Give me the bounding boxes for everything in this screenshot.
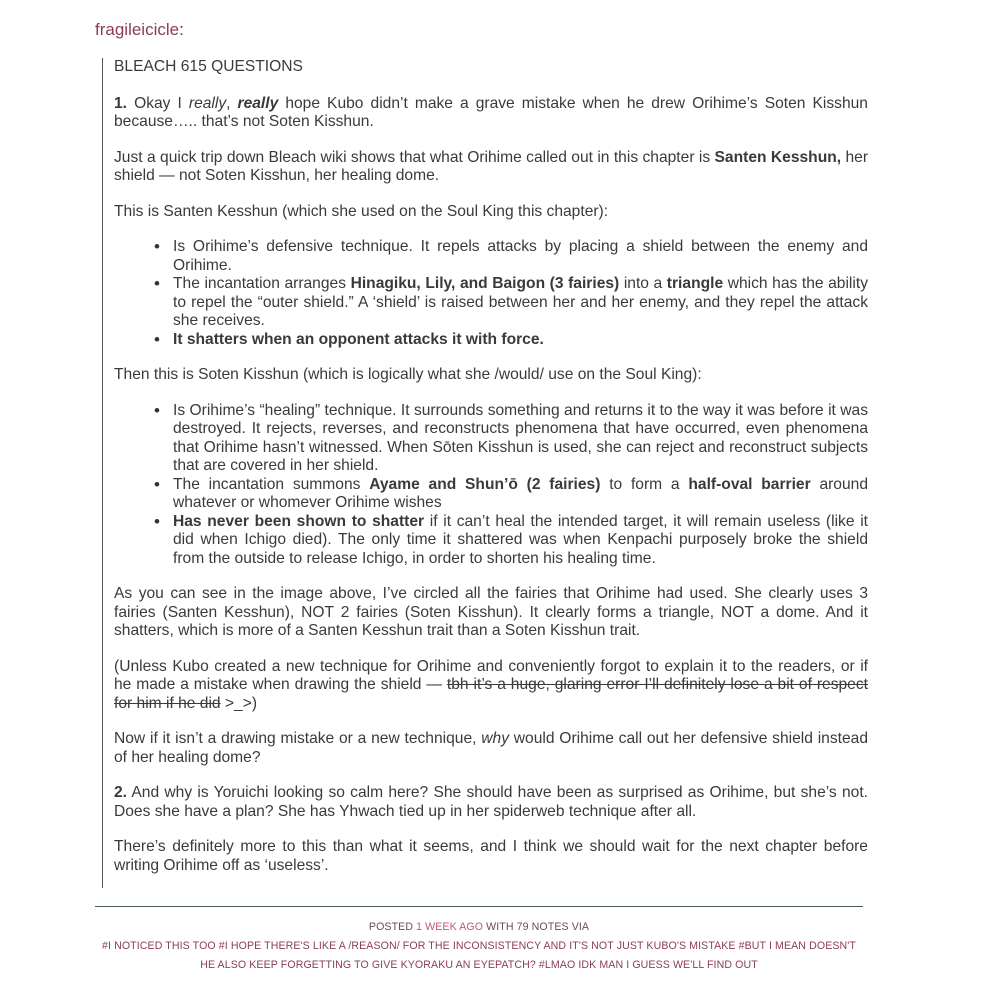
- post-meta: [95, 918, 863, 937]
- soten-list: [114, 402, 868, 569]
- strong-text: Has never been shown to shatter: [173, 512, 425, 530]
- unless-paragraph: [114, 658, 868, 714]
- author-header: [95, 20, 184, 40]
- text-span: Okay I: [134, 94, 189, 112]
- question-number: 1.: [114, 94, 128, 112]
- text-span: her shield — not Soten Kisshun, her healing dome.: [114, 148, 869, 184]
- image-paragraph: As you can see in the image above, I’ve circled all the fairies that Orihime had used. She clearly uses 3 fairies (Santen Kesshun), NOT 2 fairies (Soten Kisshun). It clearly forms a triangle, NOT a dome. And it shatters, which is more of a Santen Kesshun trait than a Soten Kisshun trait.: [114, 585, 868, 639]
- text-span: hope Kubo didn’t make a grave mistake when he drew Orihime’s Soten Kisshun because….. that’s not Soten Kisshun.: [114, 94, 868, 130]
- soten-intro: Then this is Soten Kisshun (which is logically what she /would/ use on the Soul King):: [114, 366, 702, 383]
- emphasis: why: [481, 730, 509, 747]
- notes-link[interactable]: 79 NOTES: [516, 921, 569, 933]
- text-span: which has the ability to repel the “outer shield.” A ‘shield’ is raised between her and her enemy, and they repel the attack she receives.: [173, 275, 868, 329]
- question-1-paragraph: [114, 95, 868, 132]
- post-tags[interactable]: #I NOTICED THIS TOO #I HOPE THERE'S LIKE A /REASON/ FOR THE INCONSISTENCY AND IT'S NOT JUST KUBO'S MISTAKE #BUT I MEAN DOESN'T HE ALSO KEEP FORGETTING TO GIVE KYORAKU AN EYEPATCH? #LMAO IDK MAN I GUESS WE'LL FIND OUT: [102, 940, 856, 971]
- text-span: Now if it isn’t a drawing mistake or a new technique,: [114, 730, 482, 747]
- via-label: VIA: [571, 921, 590, 933]
- strong-text: triangle: [666, 275, 724, 292]
- strong-text: half-oval barrier: [688, 475, 811, 493]
- strikethrough-text: tbh it’s a huge, glaring error I’ll definitely lose a bit of respect for him if he did: [114, 676, 868, 712]
- author-colon: :: [179, 20, 184, 39]
- list-item: • Is Orihime’s “healing” technique. It surrounds something and returns it to the way it was before it was destroyed. It rejects, reverses, and reconstructs phenomena that have occurred, even phenomena that Orihime hasn’t witnessed. When Sōten Kisshun is used, she can reject and reconstruct subjects that are covered in her shield.: [173, 402, 868, 476]
- text-span: ,: [226, 94, 238, 112]
- list-item: • Is Orihime’s defensive technique. It repels attacks by placing a shield between the enemy and Orihime.: [173, 238, 868, 275]
- text-span: into a: [619, 275, 667, 292]
- text-span: (Unless Kubo created a new technique for Orihime and conveniently forgot to explain it to the readers, or if he made a mistake when drawing the shield —: [114, 657, 868, 693]
- question-2-paragraph: [114, 784, 868, 821]
- text-span: around whatever or whomever Orihime wishes: [173, 475, 868, 511]
- posted-label: POSTED: [368, 921, 414, 933]
- author-link[interactable]: fragileicicle: [95, 20, 180, 39]
- blockquote: [102, 58, 868, 888]
- closing-paragraph: There’s definitely more to this than what it seems, and I think we should wait for the next chapter before writing Orihime off as ‘useless’.: [114, 838, 868, 874]
- wiki-paragraph: [114, 149, 868, 186]
- text-span: Just a quick trip down Bleach wiki shows that what Orihime called out in this chapter is: [114, 148, 715, 166]
- list-item: [173, 476, 868, 513]
- santen-intro: This is Santen Kesshun (which she used on the Soul King this chapter):: [114, 202, 609, 220]
- text-span: The incantation summons: [173, 475, 370, 493]
- list-item: [173, 513, 868, 569]
- strong-text: It shatters when an opponent attacks it with force.: [173, 330, 544, 348]
- why-paragraph: [114, 730, 868, 767]
- strong-emphasis: really: [237, 94, 279, 112]
- santen-list: [114, 238, 868, 349]
- post-footer: [95, 918, 863, 975]
- strong-text: Ayame and Shun’ō (2 fairies): [369, 475, 601, 493]
- post-title: BLEACH 615 QUESTIONS: [114, 58, 303, 75]
- question-number: 2.: [114, 784, 128, 801]
- strong-text: Hinagiku, Lily, and Baigon (3 fairies): [350, 275, 620, 292]
- text-span: would Orihime call out her defensive shield instead of her healing dome?: [114, 730, 868, 766]
- list-item: [173, 275, 868, 331]
- footer-divider: [95, 906, 863, 907]
- with-label: WITH: [486, 921, 514, 933]
- strong-text: Santen Kesshun,: [714, 148, 842, 166]
- list-item: [173, 331, 868, 350]
- text-span: >_>): [220, 694, 258, 712]
- text-span: And why is Yoruichi looking so calm here? She should have been as surprised as Orihime, but she’s not. Does she have a plan? She has Yhwach tied up in her spiderweb technique after all.: [114, 784, 868, 820]
- emphasis: really: [188, 94, 227, 112]
- text-span: to form a: [600, 475, 689, 493]
- text-span: The incantation arranges: [173, 275, 351, 292]
- text-span: if it can’t heal the intended target, it will remain useless (like it did when Ichigo died). The only time it shattered was when Kenpachi purposely broke the shield from the outside to release Ichigo, in order to shorten his healing time.: [173, 512, 868, 567]
- post-time-link[interactable]: 1 WEEK AGO: [416, 921, 484, 933]
